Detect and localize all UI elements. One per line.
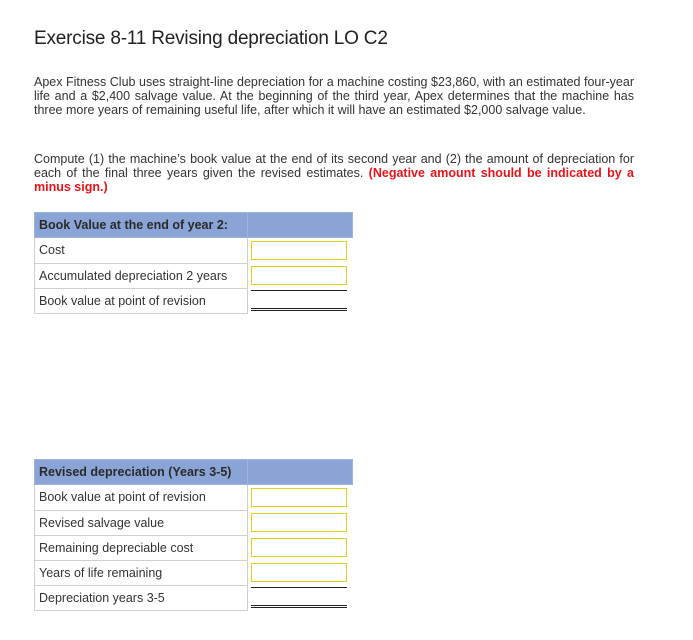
- table-row: [35, 560, 353, 585]
- table-row: [35, 238, 353, 264]
- years-remaining-input[interactable]: [251, 563, 347, 582]
- instructions-text: Compute (1) the machine’s book value at the end of its second year and (2) the amount of depreciation for each of the final three years given the revised estimates.: [34, 152, 634, 180]
- book-value-header-row: [35, 213, 353, 238]
- revised-depreciation-header: Revised depreciation (Years 3-5): [35, 460, 248, 485]
- accumulated-depreciation-label: Accumulated depreciation 2 years: [35, 263, 248, 288]
- revised-depreciation-header-row: [35, 460, 353, 485]
- table-row: [35, 535, 353, 560]
- negative-amount-warning: (Negative amount should be indicated by a minus sign.): [34, 165, 634, 194]
- accumulated-depreciation-input[interactable]: [251, 266, 347, 285]
- cost-input[interactable]: [251, 241, 347, 260]
- revised-depreciation-table: [34, 459, 353, 611]
- depreciation-years-input[interactable]: [251, 587, 347, 608]
- years-remaining-label: Years of life remaining: [35, 560, 248, 585]
- remaining-depreciable-label: Remaining depreciable cost: [35, 535, 248, 560]
- table-row: [35, 485, 353, 511]
- table-row: [35, 510, 353, 535]
- revised-book-value-input[interactable]: [251, 488, 347, 507]
- depreciation-years-label: Depreciation years 3-5: [35, 585, 248, 610]
- table-row: [35, 585, 353, 610]
- book-value-table: [34, 212, 353, 314]
- revised-salvage-label: Revised salvage value: [35, 510, 248, 535]
- book-value-header: Book Value at the end of year 2:: [35, 213, 248, 238]
- revised-book-value-label: Book value at point of revision: [35, 485, 248, 511]
- instructions: [34, 153, 634, 194]
- table-row: [35, 263, 353, 288]
- problem-description: Apex Fitness Club uses straight-line depreciation for a machine costing $23,860, with an estimated four-year life and a $2,400 salvage value. At the beginning of the third year, Apex determines that the machine has three more years of remaining useful life, after which it will have an estimated $2,000 salvage value.: [34, 75, 634, 117]
- cost-label: Cost: [35, 238, 248, 264]
- revised-salvage-input[interactable]: [251, 513, 347, 532]
- exercise-title: Exercise 8-11 Revising depreciation LO C2: [34, 28, 388, 49]
- book-value-revision-label: Book value at point of revision: [35, 288, 248, 313]
- remaining-depreciable-input[interactable]: [251, 538, 347, 557]
- revised-depreciation-header-blank: [248, 460, 353, 485]
- book-value-revision-input[interactable]: [251, 290, 347, 311]
- book-value-header-blank: [248, 213, 353, 238]
- table-row: [35, 288, 353, 313]
